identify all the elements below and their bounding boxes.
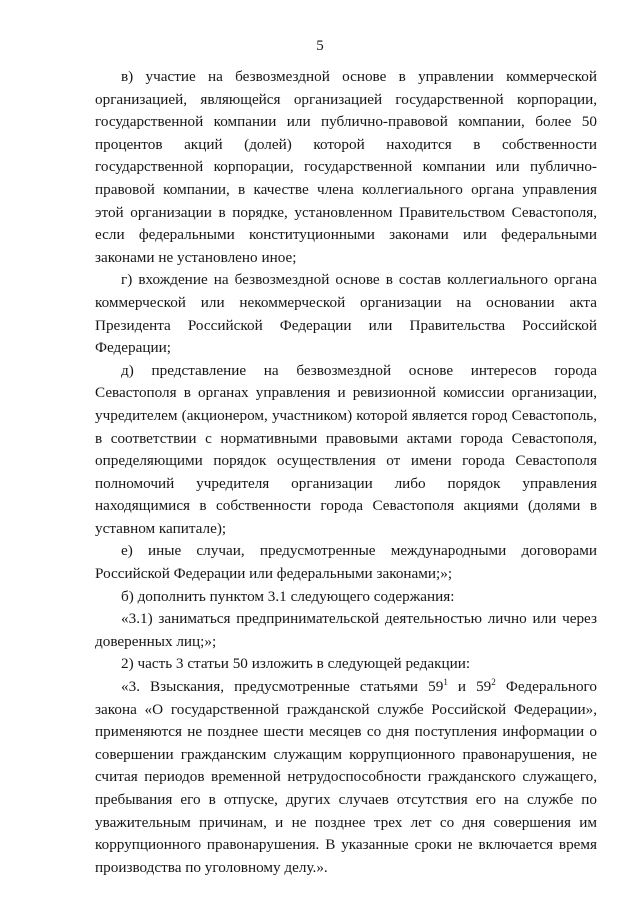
article-superscript-1: 1 bbox=[443, 676, 448, 687]
article-50-text-start: «3. Взыскания, предусмотренные статьями 59 bbox=[121, 678, 444, 696]
paragraph-article-50-part-3 bbox=[95, 676, 597, 879]
paragraph-item-g: г) вхождение на безвозмездной основе в состав коллегиального органа коммерческой или некоммерческой организации на основании акта Президента Российской Федерации или Правительства Российской Федерации; bbox=[95, 271, 597, 357]
paragraph-clause-3-1: «3.1) заниматься предпринимательской деятельностью лично или через доверенных лиц;»; bbox=[95, 610, 597, 650]
paragraph-amendment-b: б) дополнить пунктом 3.1 следующего содержания: bbox=[121, 587, 455, 605]
paragraph-amendment-article-50: 2) часть 3 статьи 50 изложить в следующей редакции: bbox=[121, 655, 471, 673]
paragraph-item-e: е) иные случаи, предусмотренные международными договорами Российской Федерации или федеральными законами;»; bbox=[95, 542, 597, 583]
document-body bbox=[95, 66, 597, 879]
paragraph-item-d: д) представление на безвозмездной основе интересов города Севастополя в органах управления и ревизионной комиссии организации, учредителем (акционером, участником) которой является город Севастополь, в соответствии с нормативными правовыми актами города Севастополя, определяющими порядок осуществления от имени города Севастополя полномочий учредителя организации либо порядок управления находящимися в собственности города Севастополя акциями (долями в уставном капитале); bbox=[95, 361, 597, 537]
article-superscript-2: 2 bbox=[491, 676, 496, 687]
page-number: 5 bbox=[316, 38, 324, 54]
article-50-text-end: Федерального закона «О государственной гражданской службе Российской Федерации», применяются не позднее шести месяцев со дня поступления информации о совершении гражданским служащим коррупционного правонарушения, не считая периодов временной нетрудоспособности гражданского служащего, пребывания его в отпуске, других случаев отсутствия его на службе по уважительным причинам, и не позднее трех лет со дня совершения им коррупционного правонарушения. В указанные сроки не включается время производства по уголовному делу.». bbox=[95, 678, 597, 876]
paragraph-item-v: в) участие на безвозмездной основе в управлении коммерческой организацией, являющейся организацией государственной корпорации, государственной компании или публично-правовой компании, более 50 процентов акций (долей) которой находится в собственности государственной корпорации, государственной компании или публично-правовой компании, в качестве члена коллегиального органа управления этой организации в порядке, установленном Правительством Севастополя, если федеральными конституционными законами или федеральными законами не установлено иное; bbox=[95, 68, 597, 266]
article-50-text-middle: и 59 bbox=[447, 678, 492, 696]
